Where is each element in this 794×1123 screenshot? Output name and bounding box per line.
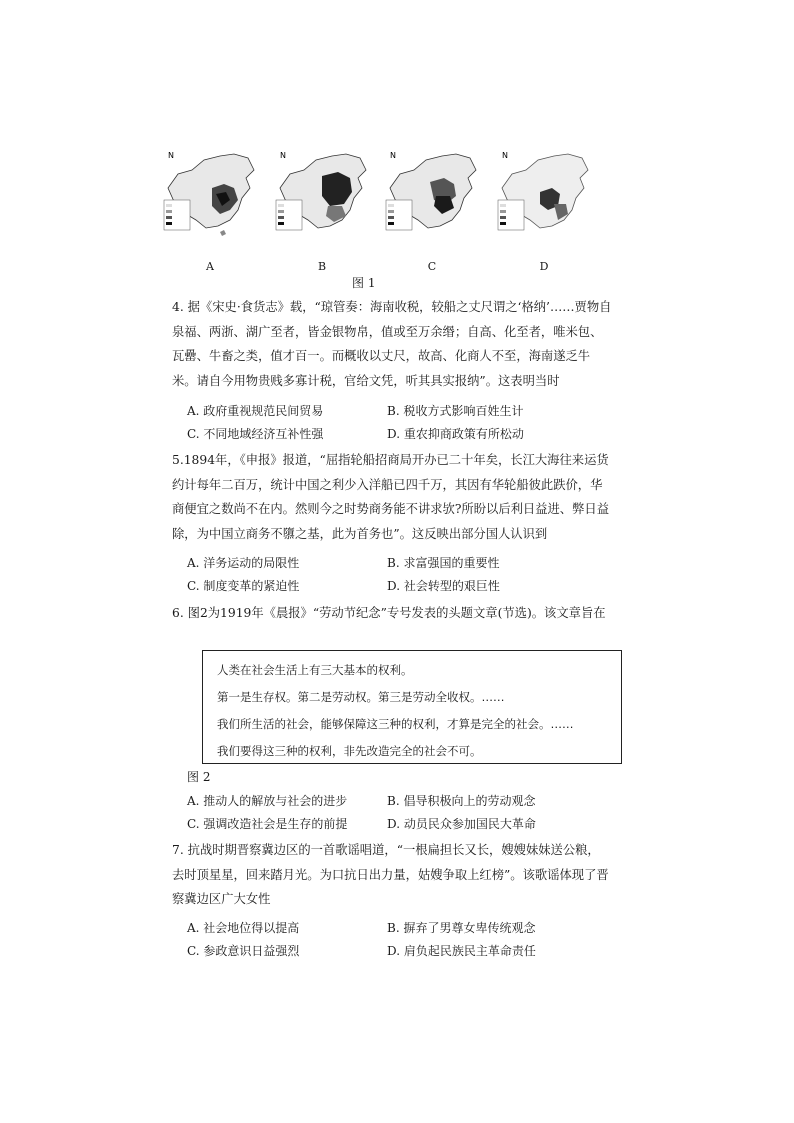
option-c: C. 制度变革的紧迫性 (187, 579, 300, 593)
svg-text:N: N (390, 151, 396, 160)
svg-text:N: N (168, 151, 174, 160)
quote-line: 我们所生活的社会，能够保障这三种的权利，才算是完全的社会。…… (217, 717, 574, 731)
quote-line: 第一是生存权。第二是劳动权。第三是劳动全收权。…… (217, 690, 505, 704)
option-c: C. 不同地域经济互补性强 (187, 427, 324, 441)
map-a (160, 148, 260, 273)
question-7-options (187, 917, 607, 963)
figure-1-maps (160, 148, 600, 288)
question-4-stem: 4. 据《宋史·食货志》载，“琼管奏：海南收税，较船之丈尺谓之‘格纳’……贾物自泉福、两浙、湖广至者，皆金银物帛，值或至万余缗；自高、化至者，唯米包、瓦罍、牛畜之类，值才百一。而概收以丈尺，故高、化商人不至，海南遂乏牛米。请自今用物贵贱多寡计税，官给文凭，听其具实报纳”。这表明当时 (172, 300, 612, 388)
option-d: D. 社会转型的艰巨性 (387, 579, 500, 593)
china-map-icon (272, 148, 372, 244)
map-b-label: B (317, 260, 327, 273)
china-map-icon (160, 148, 260, 244)
option-c: C. 参政意识日益强烈 (187, 944, 300, 958)
map-c (382, 148, 482, 273)
option-c: C. 强调改造社会是生存的前提 (187, 817, 348, 831)
question-5-options (187, 552, 607, 598)
map-d-label: D (539, 260, 549, 273)
quote-line: 我们要得这三种的权利，非先改造完全的社会不可。 (217, 744, 482, 758)
map-a-label: A (206, 260, 214, 273)
option-a: A. 社会地位得以提高 (187, 921, 300, 935)
question-6-options (187, 790, 607, 836)
option-a: A. 政府重视规范民间贸易 (187, 404, 324, 418)
option-b: B. 求富强国的重要性 (387, 556, 500, 570)
map-b (272, 148, 372, 273)
option-b: B. 税收方式影响百姓生计 (387, 404, 524, 418)
question-5-stem: 5.1894年，《申报》报道，“屈指轮船招商局开办已二十年矣，长江大海往来运货约计每年二百万，统计中国之利少入洋船已四千万，其因有华轮船彼此跌价，华商便宜之数尚不在内。然则今之时势商务能不讲求欤?所盼以后利日益进、弊日益除，为中国立商务不隳之基，此为首务也”。这反映出部分国人认识到 (172, 453, 609, 541)
option-b: B. 摒弃了男尊女卑传统观念 (387, 921, 536, 935)
option-d: D. 动员民众参加国民大革命 (387, 817, 536, 831)
map-d (494, 148, 594, 273)
quote-line: 人类在社会生活上有三大基本的权利。 (217, 663, 413, 677)
option-a: A. 洋务运动的局限性 (187, 556, 300, 570)
svg-text:N: N (280, 151, 286, 160)
question-6-stem: 6. 图2为1919年《晨报》“劳动节纪念”专号发表的头题文章(节选)。该文章旨在 (172, 606, 606, 620)
option-b: B. 倡导积极向上的劳动观念 (387, 794, 536, 808)
figure-2-caption: 图 2 (187, 770, 211, 784)
option-a: A. 推动人的解放与社会的进步 (187, 794, 348, 808)
option-d: D. 重农抑商政策有所松动 (387, 427, 524, 441)
figure-2-quote-box (202, 650, 622, 764)
figure-1-caption: 图 1 (352, 276, 376, 290)
svg-text:N: N (502, 151, 508, 160)
option-d: D. 肩负起民族民主革命责任 (387, 944, 536, 958)
question-4-options (187, 400, 607, 446)
china-map-icon (382, 148, 482, 244)
map-c-label: C (427, 260, 437, 273)
china-map-icon (494, 148, 594, 244)
question-7-stem: 7. 抗战时期晋察冀边区的一首歌谣唱道，“一根扁担长又长，嫂嫂妹妹送公粮，去时顶星星，回来踏月光。为口抗日出力量，姑嫂争取上红榜”。该歌谣体现了晋察冀边区广大女性 (172, 843, 609, 906)
